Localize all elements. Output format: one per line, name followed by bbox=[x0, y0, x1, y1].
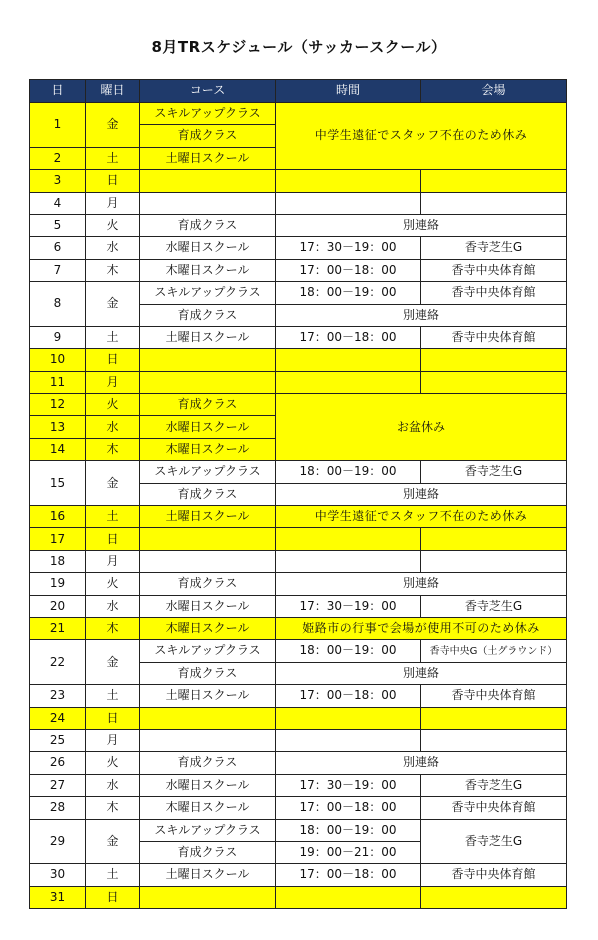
course-cell: 育成クラス bbox=[140, 752, 276, 774]
column-header-time: 時間 bbox=[276, 80, 421, 103]
table-row bbox=[30, 259, 567, 281]
weekday-cell: 金 bbox=[86, 103, 140, 148]
venue-cell bbox=[421, 886, 567, 908]
course-cell: 育成クラス bbox=[140, 662, 276, 684]
venue-cell bbox=[421, 528, 567, 550]
day-cell: 19 bbox=[30, 573, 86, 595]
venue-cell: 香寺中央G（土グラウンド） bbox=[421, 640, 567, 662]
weekday-cell: 木 bbox=[86, 797, 140, 819]
course-cell bbox=[140, 371, 276, 393]
table-row bbox=[30, 326, 567, 348]
time-cell bbox=[276, 528, 421, 550]
column-header-weekday: 曜日 bbox=[86, 80, 140, 103]
course-cell: 土曜日スクール bbox=[140, 506, 276, 528]
day-cell: 9 bbox=[30, 326, 86, 348]
table-row bbox=[30, 282, 567, 304]
weekday-cell: 水 bbox=[86, 595, 140, 617]
weekday-cell: 日 bbox=[86, 349, 140, 371]
day-cell: 23 bbox=[30, 685, 86, 707]
course-cell: 木曜日スクール bbox=[140, 438, 276, 460]
venue-cell bbox=[421, 349, 567, 371]
day-cell: 22 bbox=[30, 640, 86, 685]
table-row bbox=[30, 729, 567, 751]
time-cell bbox=[276, 170, 421, 192]
table-row bbox=[30, 774, 567, 796]
venue-cell: 香寺中央体育館 bbox=[421, 685, 567, 707]
day-cell: 26 bbox=[30, 752, 86, 774]
day-cell: 14 bbox=[30, 438, 86, 460]
header-row bbox=[30, 80, 567, 103]
day-cell: 24 bbox=[30, 707, 86, 729]
weekday-cell: 金 bbox=[86, 461, 140, 506]
day-cell: 29 bbox=[30, 819, 86, 864]
notice-cell: 中学生遠征でスタッフ不在のため休み bbox=[276, 506, 567, 528]
weekday-cell: 火 bbox=[86, 394, 140, 416]
venue-cell: 香寺中央体育館 bbox=[421, 282, 567, 304]
venue-cell bbox=[421, 371, 567, 393]
weekday-cell: 金 bbox=[86, 819, 140, 864]
time-cell: 17：30－19：00 bbox=[276, 595, 421, 617]
day-cell: 8 bbox=[30, 282, 86, 327]
table-row bbox=[30, 864, 567, 886]
course-cell: 育成クラス bbox=[140, 573, 276, 595]
day-cell: 2 bbox=[30, 147, 86, 169]
time-cell: 17：30－19：00 bbox=[276, 774, 421, 796]
day-cell: 17 bbox=[30, 528, 86, 550]
time-cell: 17：00－18：00 bbox=[276, 259, 421, 281]
course-cell: 育成クラス bbox=[140, 125, 276, 147]
venue-cell bbox=[421, 729, 567, 751]
weekday-cell: 土 bbox=[86, 685, 140, 707]
weekday-cell: 木 bbox=[86, 438, 140, 460]
course-cell: 水曜日スクール bbox=[140, 237, 276, 259]
notice-cell: 別連絡 bbox=[276, 752, 567, 774]
weekday-cell: 月 bbox=[86, 550, 140, 572]
course-cell bbox=[140, 886, 276, 908]
table-row bbox=[30, 595, 567, 617]
table-row bbox=[30, 685, 567, 707]
course-cell bbox=[140, 528, 276, 550]
table-row bbox=[30, 707, 567, 729]
day-cell: 12 bbox=[30, 394, 86, 416]
table-row bbox=[30, 214, 567, 236]
venue-cell: 香寺中央体育館 bbox=[421, 259, 567, 281]
venue-cell bbox=[421, 192, 567, 214]
time-cell bbox=[276, 192, 421, 214]
time-cell: 19：00－21：00 bbox=[276, 841, 421, 863]
time-cell: 18：00－19：00 bbox=[276, 640, 421, 662]
weekday-cell: 木 bbox=[86, 259, 140, 281]
day-cell: 3 bbox=[30, 170, 86, 192]
table-row bbox=[30, 617, 567, 639]
table-row bbox=[30, 103, 567, 125]
notice-cell: 別連絡 bbox=[276, 573, 567, 595]
time-cell bbox=[276, 550, 421, 572]
day-cell: 20 bbox=[30, 595, 86, 617]
day-cell: 30 bbox=[30, 864, 86, 886]
table-row bbox=[30, 797, 567, 819]
time-cell: 17：00－18：00 bbox=[276, 685, 421, 707]
notice-cell: 別連絡 bbox=[276, 662, 567, 684]
day-cell: 1 bbox=[30, 103, 86, 148]
course-cell: 木曜日スクール bbox=[140, 617, 276, 639]
time-cell bbox=[276, 886, 421, 908]
table-row bbox=[30, 237, 567, 259]
weekday-cell: 月 bbox=[86, 371, 140, 393]
weekday-cell: 土 bbox=[86, 147, 140, 169]
weekday-cell: 土 bbox=[86, 864, 140, 886]
weekday-cell: 水 bbox=[86, 774, 140, 796]
day-cell: 7 bbox=[30, 259, 86, 281]
table-row bbox=[30, 573, 567, 595]
course-cell: 水曜日スクール bbox=[140, 774, 276, 796]
notice-cell: 別連絡 bbox=[276, 214, 567, 236]
weekday-cell: 土 bbox=[86, 506, 140, 528]
notice-cell: 姫路市の行事で会場が使用不可のため休み bbox=[276, 617, 567, 639]
time-cell: 18：00－19：00 bbox=[276, 461, 421, 483]
venue-cell: 香寺芝生G bbox=[421, 819, 567, 864]
column-header-day: 日 bbox=[30, 80, 86, 103]
course-cell bbox=[140, 170, 276, 192]
course-cell: 水曜日スクール bbox=[140, 595, 276, 617]
table-row bbox=[30, 528, 567, 550]
table-row bbox=[30, 506, 567, 528]
day-cell: 15 bbox=[30, 461, 86, 506]
venue-cell: 香寺中央体育館 bbox=[421, 326, 567, 348]
page-title: 8月TRスケジュール（サッカースクール） bbox=[151, 38, 447, 56]
course-cell: 土曜日スクール bbox=[140, 147, 276, 169]
day-cell: 11 bbox=[30, 371, 86, 393]
time-cell: 17：30－19：00 bbox=[276, 237, 421, 259]
venue-cell: 香寺芝生G bbox=[421, 461, 567, 483]
day-cell: 4 bbox=[30, 192, 86, 214]
table-row bbox=[30, 640, 567, 662]
notice-cell: 別連絡 bbox=[276, 483, 567, 505]
weekday-cell: 水 bbox=[86, 237, 140, 259]
course-cell: スキルアップクラス bbox=[140, 640, 276, 662]
course-cell: 土曜日スクール bbox=[140, 685, 276, 707]
table-row bbox=[30, 170, 567, 192]
day-cell: 18 bbox=[30, 550, 86, 572]
weekday-cell: 金 bbox=[86, 282, 140, 327]
day-cell: 27 bbox=[30, 774, 86, 796]
course-cell: スキルアップクラス bbox=[140, 819, 276, 841]
table-row bbox=[30, 886, 567, 908]
day-cell: 28 bbox=[30, 797, 86, 819]
notice-cell: 中学生遠征でスタッフ不在のため休み bbox=[276, 103, 567, 170]
course-cell bbox=[140, 729, 276, 751]
time-cell: 18：00－19：00 bbox=[276, 282, 421, 304]
course-cell bbox=[140, 192, 276, 214]
time-cell bbox=[276, 371, 421, 393]
time-cell bbox=[276, 349, 421, 371]
course-cell: スキルアップクラス bbox=[140, 282, 276, 304]
course-cell: 育成クラス bbox=[140, 841, 276, 863]
weekday-cell: 火 bbox=[86, 752, 140, 774]
column-header-venue: 会場 bbox=[421, 80, 567, 103]
table-row bbox=[30, 819, 567, 841]
venue-cell: 香寺中央体育館 bbox=[421, 797, 567, 819]
venue-cell: 香寺芝生G bbox=[421, 237, 567, 259]
course-cell: 木曜日スクール bbox=[140, 259, 276, 281]
table-row bbox=[30, 752, 567, 774]
venue-cell: 香寺芝生G bbox=[421, 774, 567, 796]
weekday-cell: 日 bbox=[86, 707, 140, 729]
table-row bbox=[30, 371, 567, 393]
weekday-cell: 日 bbox=[86, 170, 140, 192]
day-cell: 5 bbox=[30, 214, 86, 236]
table-row bbox=[30, 394, 567, 416]
weekday-cell: 月 bbox=[86, 192, 140, 214]
schedule-table bbox=[29, 79, 567, 909]
table-row bbox=[30, 192, 567, 214]
day-cell: 13 bbox=[30, 416, 86, 438]
day-cell: 31 bbox=[30, 886, 86, 908]
venue-cell: 香寺中央体育館 bbox=[421, 864, 567, 886]
time-cell: 18：00－19：00 bbox=[276, 819, 421, 841]
table-row bbox=[30, 349, 567, 371]
course-cell: 土曜日スクール bbox=[140, 326, 276, 348]
time-cell bbox=[276, 707, 421, 729]
weekday-cell: 火 bbox=[86, 214, 140, 236]
course-cell: 育成クラス bbox=[140, 214, 276, 236]
course-cell: スキルアップクラス bbox=[140, 103, 276, 125]
venue-cell: 香寺芝生G bbox=[421, 595, 567, 617]
weekday-cell: 日 bbox=[86, 886, 140, 908]
weekday-cell: 月 bbox=[86, 729, 140, 751]
venue-cell bbox=[421, 550, 567, 572]
course-cell bbox=[140, 550, 276, 572]
time-cell: 17：00－18：00 bbox=[276, 326, 421, 348]
table-row bbox=[30, 550, 567, 572]
course-cell: 水曜日スクール bbox=[140, 416, 276, 438]
day-cell: 21 bbox=[30, 617, 86, 639]
weekday-cell: 水 bbox=[86, 416, 140, 438]
weekday-cell: 木 bbox=[86, 617, 140, 639]
venue-cell bbox=[421, 170, 567, 192]
day-cell: 25 bbox=[30, 729, 86, 751]
venue-cell bbox=[421, 707, 567, 729]
course-cell bbox=[140, 707, 276, 729]
course-cell: 育成クラス bbox=[140, 483, 276, 505]
time-cell: 17：00－18：00 bbox=[276, 864, 421, 886]
day-cell: 6 bbox=[30, 237, 86, 259]
day-cell: 16 bbox=[30, 506, 86, 528]
time-cell bbox=[276, 729, 421, 751]
weekday-cell: 日 bbox=[86, 528, 140, 550]
course-cell: スキルアップクラス bbox=[140, 461, 276, 483]
day-cell: 10 bbox=[30, 349, 86, 371]
notice-cell: 別連絡 bbox=[276, 304, 567, 326]
course-cell bbox=[140, 349, 276, 371]
course-cell: 土曜日スクール bbox=[140, 864, 276, 886]
weekday-cell: 火 bbox=[86, 573, 140, 595]
weekday-cell: 土 bbox=[86, 326, 140, 348]
column-header-course: コース bbox=[140, 80, 276, 103]
table-row bbox=[30, 461, 567, 483]
course-cell: 木曜日スクール bbox=[140, 797, 276, 819]
notice-cell: お盆休み bbox=[276, 394, 567, 461]
time-cell: 17：00－18：00 bbox=[276, 797, 421, 819]
course-cell: 育成クラス bbox=[140, 304, 276, 326]
course-cell: 育成クラス bbox=[140, 394, 276, 416]
weekday-cell: 金 bbox=[86, 640, 140, 685]
